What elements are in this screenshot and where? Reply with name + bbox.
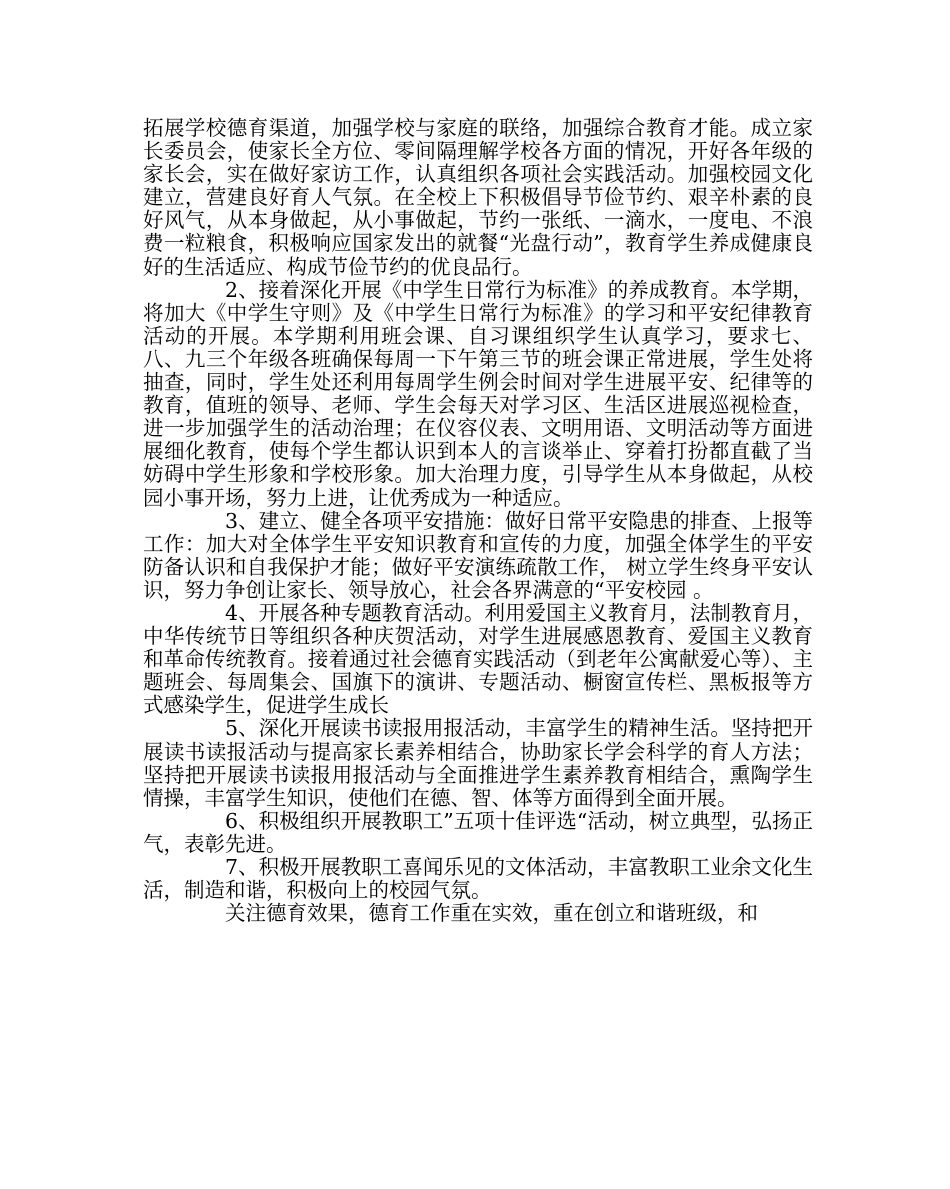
- paragraph-closing: 关注德育效果，德育工作重在实效，重在创立和谐班级，和: [225, 901, 758, 926]
- paragraph-item-5: 5、深化开展读书读报用报活动，丰富学生的精神生活。坚持把开展读书读报活动与提高家长素养相结合，协助家长学会科学的育人方法；坚持把开展读书读报用报活动与全面推进学生素养教育相结合，熏陶学生情操，丰富学生知识，使他们在德、智、体等方面得到全面开展。: [143, 716, 813, 810]
- document-page: [143, 117, 813, 925]
- paragraph-item-2: 2、接着深化开展《中学生日常行为标准》的养成教育。本学期，将加大《中学生守则》及《中学生日常行为标准》的学习和平安纪律教育活动的开展。本学期利用班会课、自习课组织学生认真学习，要求七、八、九三个年级各班确保每周一下午第三节的班会课正常进展，学生处将抽查，同时，学生处还利用每周学生例会时间对学生进展平安、纪律等的教育，值班的领导、老师、学生会每天对学习区、生活区进展巡视检查，进一步加强学生的活动治理；在仪容仪表、文明用语、文明活动等方面进展细化教育，使每个学生都认识到本人的言谈举止、穿着打扮都直截了当妨碍中学生形象和学校形象。加大治理力度，引导学生从本身做起，从校园小事开场，努力上进，让优秀成为一种适应。: [143, 277, 813, 510]
- paragraph-item-3: 3、建立、健全各项平安措施：做好日常平安隐患的排查、上报等工作：加大对全体学生平安知识教育和宣传的力度，加强全体学生的平安防备认识和自我保护才能；做好平安演练疏散工作， 树立学生终身平安认识，努力争创让家长、领导放心，社会各界满意的“平安校园 。: [143, 508, 813, 602]
- paragraph-item-6: 6、积极组织开展教职工”五项十佳评选“活动，树立典型，弘扬正气，表彰先进。: [143, 808, 813, 856]
- paragraph-item-4: 4、开展各种专题教育活动。利用爱国主义教育月，法制教育月，中华传统节日等组织各种庆贺活动，对学生进展感恩教育、爱国主义教育和革命传统教育。接着通过社会德育实践活动（到老年公寓献爱心等）、主题班会、每周集会、国旗下的演讲、专题活动、橱窗宣传栏、黑板报等方式感染学生，促进学生成长: [143, 600, 813, 718]
- paragraph-continuation: 拓展学校德育渠道，加强学校与家庭的联络，加强综合教育才能。成立家长委员会，使家长全方位、零间隔理解学校各方面的情况，开好各年级的家长会，实在做好家访工作，认真组织各项社会实践活动。加强校园文化建立，营建良好育人气氛。在全校上下积极倡导节俭节约、艰辛朴素的良好风气，从本身做起，从小事做起，节约一张纸、一滴水，一度电、不浪费一粒粮食，积极响应国家发出的就餐“光盘行动”，教育学生养成健康良好的生活适应、构成节俭节约的优良品行。: [143, 116, 813, 279]
- paragraph-item-7: 7、积极开展教职工喜闻乐见的文体活动，丰富教职工业余文化生活，制造和谐，积极向上的校园气氛。: [143, 855, 813, 903]
